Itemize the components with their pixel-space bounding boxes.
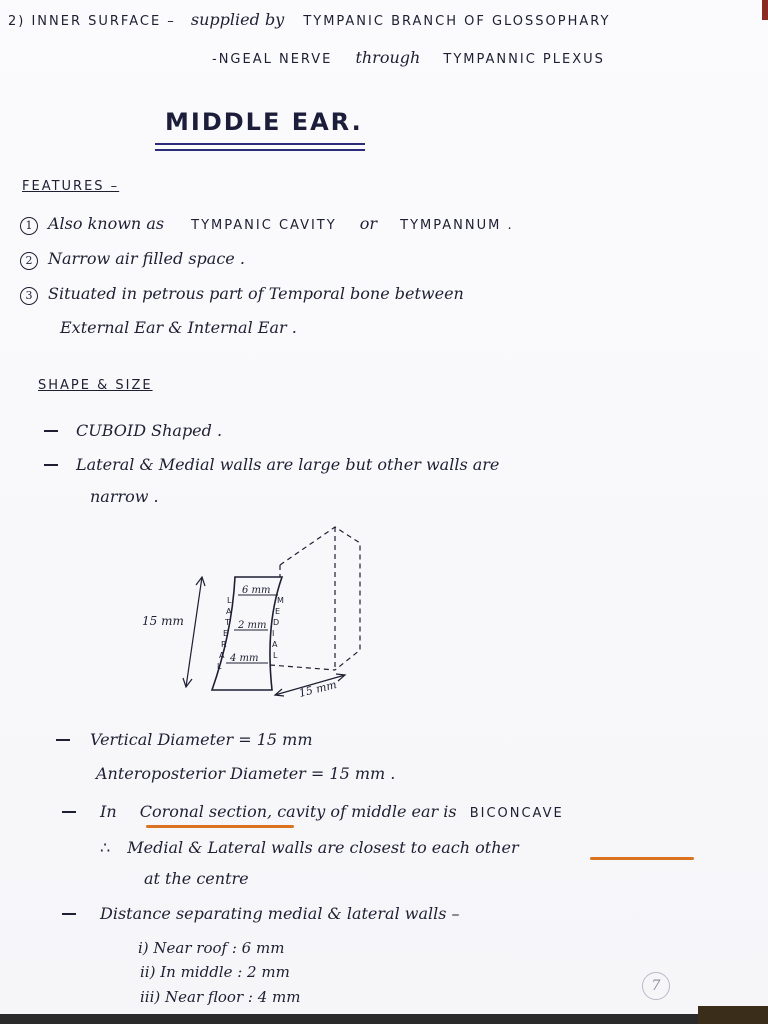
header-handwriting: supplied by [190, 10, 285, 29]
feature-item-1 [20, 214, 514, 236]
feature-number-3: 3 [20, 287, 38, 305]
vertical-diameter: Vertical Diameter = 15 mm [90, 730, 313, 749]
medial-letter: D [273, 618, 280, 627]
coronal-highlight-underline [146, 825, 294, 828]
medial-letter: A [272, 640, 278, 649]
anteroposterior-diameter: Anteroposterior Diameter = 15 mm . [96, 764, 396, 783]
distance-item-1: i) Near roof : 6 mm [138, 939, 285, 957]
diagram-back-edges [280, 527, 360, 670]
medial-letter: I [272, 629, 275, 638]
header-prefix: 2) INNER SURFACE – [8, 14, 176, 29]
bullet-dash-3 [56, 739, 70, 741]
lateral-letter: A [219, 651, 225, 660]
shape-bullet-2: Lateral & Medial walls are large but other walls are [76, 455, 500, 474]
feature-caps-1b: TYMPANNUM . [400, 218, 514, 233]
shape-bullet-2-cont: narrow . [90, 487, 159, 506]
lateral-letter: R [221, 640, 227, 649]
biconcave-label: BICONCAVE [469, 806, 564, 821]
diagram-height-label: 15 mm [142, 614, 184, 628]
bullet-dash-5 [62, 913, 76, 915]
bullet-dash-4 [62, 811, 76, 813]
distance-heading: Distance separating medial & lateral walls – [100, 904, 460, 923]
page-corner-shadow [698, 1006, 768, 1024]
feature-text-1: Also known as [48, 214, 165, 233]
coronal-pre: In [100, 802, 117, 821]
distance-item-3: iii) Near floor : 4 mm [140, 988, 301, 1006]
page-number: 7 [642, 972, 670, 1000]
feature-text-3: Situated in petrous part of Temporal bone between [48, 284, 464, 303]
diagram-top-label: 6 mm [242, 585, 271, 596]
middle-ear-cuboid-diagram [130, 515, 390, 705]
title-underline-2 [155, 149, 365, 151]
lateral-letter: A [226, 607, 232, 616]
header-caps: TYMPANIC BRANCH OF GLOSSOPHARY [303, 14, 611, 29]
page-binding-edge [762, 0, 768, 20]
lateral-letter: L [227, 596, 232, 605]
feature-item-3-cont: External Ear & Internal Ear . [60, 318, 297, 337]
coronal-line-3: at the centre [144, 869, 249, 888]
coronal-line-2 [100, 838, 519, 858]
diagram-bottom-edge [270, 665, 335, 670]
header-line-2 [212, 48, 605, 70]
feature-number-2: 2 [20, 252, 38, 270]
page-bottom-shadow [0, 1014, 768, 1024]
diagram-mid-label: 2 mm [238, 620, 267, 631]
medial-letter: M [277, 596, 284, 605]
bullet-dash-2 [44, 464, 58, 466]
lateral-letter: E [223, 629, 229, 638]
shape-size-heading: SHAPE & SIZE [38, 378, 153, 393]
feature-item-3 [20, 284, 464, 305]
therefore-symbol: ∴ [100, 838, 111, 857]
lateral-letter: L [217, 662, 222, 671]
diagram-bottom-label: 4 mm [230, 653, 259, 664]
medial-letter: E [275, 607, 281, 616]
feature-text-2: Narrow air filled space . [48, 249, 245, 268]
lateral-letter: T [225, 618, 230, 627]
feature-caps-1: TYMPANIC CAVITY [191, 218, 337, 233]
coronal-line [100, 802, 564, 824]
title-underline-1 [155, 143, 365, 145]
features-heading: FEATURES – [22, 179, 120, 194]
feature-item-2 [20, 249, 245, 270]
medial-letter: L [273, 651, 278, 660]
diagram-depth-label: 15 mm [297, 678, 338, 700]
distance-item-2: ii) In middle : 2 mm [140, 963, 290, 981]
feature-mid-1: or [359, 214, 378, 233]
bullet-dash-1 [44, 430, 58, 432]
shape-bullet-1: CUBOID Shaped . [76, 421, 223, 440]
diagram-height-arrow [186, 577, 202, 687]
coronal-post: , cavity of middle ear is [267, 802, 457, 821]
header-caps-2: -NGEAL NERVE [212, 52, 333, 67]
header-line-1 [8, 10, 610, 32]
feature-number-1: 1 [20, 217, 38, 235]
coronal-highlight: Coronal section [139, 802, 268, 821]
coronal-text-2: Medial & Lateral walls are closest to each other [127, 838, 519, 857]
page-title: MIDDLE EAR. [165, 108, 363, 136]
biconcave-underline [590, 857, 694, 860]
header-caps-3: TYMPANNIC PLEXUS [443, 52, 605, 67]
header-handwriting-2: through [355, 48, 421, 67]
